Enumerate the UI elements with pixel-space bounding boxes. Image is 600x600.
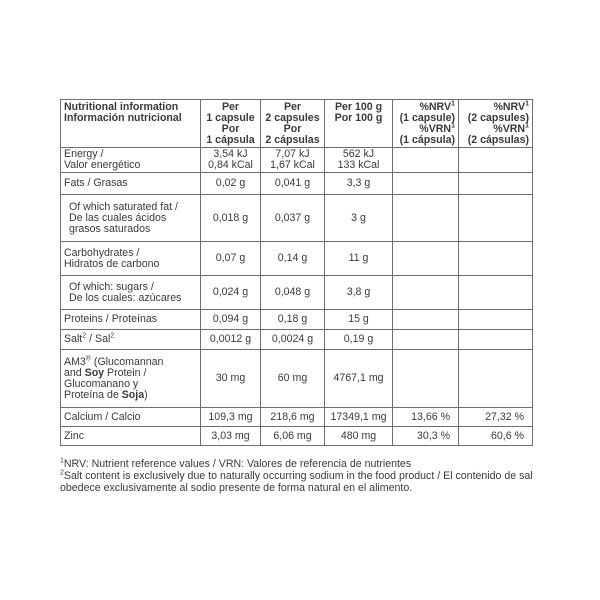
cell-nrv-1 xyxy=(393,173,459,195)
cell-per-100g: 3,8 g xyxy=(325,276,393,310)
row-label: Carbohydrates / Hidratos de carbono xyxy=(61,242,201,276)
table-row-am3 xyxy=(61,350,533,408)
row-label: Salt$^2$ / Sal$^2$ xyxy=(61,330,201,350)
cell-nrv-2 xyxy=(459,276,533,310)
row-label: AM3® (Glucomannan and Soy Protein / Glucomanano y Proteína de Soja) xyxy=(61,350,201,408)
cell-nrv-2 xyxy=(459,242,533,276)
header-per-2-capsules: Per 2 capsules Por 2 cápsulas xyxy=(261,100,325,148)
cell-per-1-capsule: 0,02 g xyxy=(201,173,261,195)
table-row-salt xyxy=(61,330,533,350)
cell-per-1-capsule: 109,3 mg xyxy=(201,408,261,427)
cell-per-100g: 15 g xyxy=(325,310,393,330)
cell-nrv-1 xyxy=(393,350,459,408)
header-per-1-capsule: Per 1 capsule Por 1 cápsula xyxy=(201,100,261,148)
footnote-1: $^1$NRV: Nutrient reference values / VRN: Valores de referencia de nutrientes xyxy=(60,457,412,470)
cell-nrv-1: 30,3 % xyxy=(393,427,459,446)
cell-nrv-2 xyxy=(459,148,533,173)
cell-per-1-capsule: 0,094 g xyxy=(201,310,261,330)
header-nrv-2-capsules: %NRV$^1$ (2 capsules) %VRN$^1$ (2 cápsulas) xyxy=(459,100,533,148)
cell-per-2-capsules: 0,037 g xyxy=(261,195,325,242)
cell-nrv-1 xyxy=(393,330,459,350)
row-label: Of which saturated fat / De las cuales ácidos grasos saturados xyxy=(61,195,201,242)
cell-per-1-capsule: 0,024 g xyxy=(201,276,261,310)
cell-per-1-capsule: 0,07 g xyxy=(201,242,261,276)
cell-nrv-2 xyxy=(459,350,533,408)
table-row-saturated-fat xyxy=(61,195,533,242)
table-row-calcium xyxy=(61,408,533,427)
header-nutritional-information: Nutritional information Información nutricional xyxy=(61,100,201,148)
cell-per-100g: 4767,1 mg xyxy=(325,350,393,408)
cell-per-100g: 0,19 g xyxy=(325,330,393,350)
nutrition-table-container xyxy=(60,99,532,446)
table-row-proteins xyxy=(61,310,533,330)
header-per-100g: Per 100 g Por 100 g xyxy=(325,100,393,148)
table-row-fats xyxy=(61,173,533,195)
table-row-carbohydrates xyxy=(61,242,533,276)
cell-per-2-capsules: 0,048 g xyxy=(261,276,325,310)
footnote-2: $^2$Salt content is exclusively due to naturally occurring sodium in the food product / El contenido de sal obedece exclusivamente al sodio presente de forma natural en el alimento. xyxy=(60,469,533,494)
cell-per-100g: 11 g xyxy=(325,242,393,276)
cell-nrv-1 xyxy=(393,242,459,276)
cell-per-2-capsules: 218,6 mg xyxy=(261,408,325,427)
cell-nrv-1 xyxy=(393,148,459,173)
row-label: Fats / Grasas xyxy=(61,173,201,195)
table-row-energy xyxy=(61,148,533,173)
cell-per-1-capsule: 0,0012 g xyxy=(201,330,261,350)
row-label: Zinc xyxy=(61,427,201,446)
cell-per-1-capsule: 0,018 g xyxy=(201,195,261,242)
cell-nrv-2 xyxy=(459,330,533,350)
cell-per-1-capsule: 3,03 mg xyxy=(201,427,261,446)
cell-per-2-capsules: 0,14 g xyxy=(261,242,325,276)
row-label: Proteins / Proteínas xyxy=(61,310,201,330)
cell-per-100g: 3,3 g xyxy=(325,173,393,195)
footnotes xyxy=(60,458,540,494)
cell-nrv-1 xyxy=(393,195,459,242)
cell-per-100g: 562 kJ 133 kCal xyxy=(325,148,393,173)
cell-per-2-capsules: 0,18 g xyxy=(261,310,325,330)
cell-nrv-2: 60,6 % xyxy=(459,427,533,446)
cell-per-100g: 480 mg xyxy=(325,427,393,446)
row-label: Energy / Valor energético xyxy=(61,148,201,173)
cell-per-2-capsules: 60 mg xyxy=(261,350,325,408)
cell-nrv-2 xyxy=(459,310,533,330)
cell-per-1-capsule: 3,54 kJ 0,84 kCal xyxy=(201,148,261,173)
header-row xyxy=(61,100,533,148)
nutrition-table xyxy=(60,99,533,446)
cell-nrv-2 xyxy=(459,195,533,242)
cell-nrv-1 xyxy=(393,276,459,310)
header-nrv-1-capsule: %NRV$^1$ (1 capsule) %VRN$^1$ (1 cápsula) xyxy=(393,100,459,148)
cell-per-2-capsules: 7,07 kJ 1,67 kCal xyxy=(261,148,325,173)
cell-per-2-capsules: 0,0024 g xyxy=(261,330,325,350)
cell-per-2-capsules: 0,041 g xyxy=(261,173,325,195)
row-label: Calcium / Calcio xyxy=(61,408,201,427)
cell-nrv-1 xyxy=(393,310,459,330)
row-label: Of which: sugars / De los cuales: azúcares xyxy=(61,276,201,310)
cell-per-1-capsule: 30 mg xyxy=(201,350,261,408)
cell-per-2-capsules: 6,06 mg xyxy=(261,427,325,446)
cell-per-100g: 3 g xyxy=(325,195,393,242)
cell-nrv-2: 27,32 % xyxy=(459,408,533,427)
cell-nrv-1: 13,66 % xyxy=(393,408,459,427)
cell-per-100g: 17349,1 mg xyxy=(325,408,393,427)
table-row-zinc xyxy=(61,427,533,446)
table-row-sugars xyxy=(61,276,533,310)
cell-nrv-2 xyxy=(459,173,533,195)
